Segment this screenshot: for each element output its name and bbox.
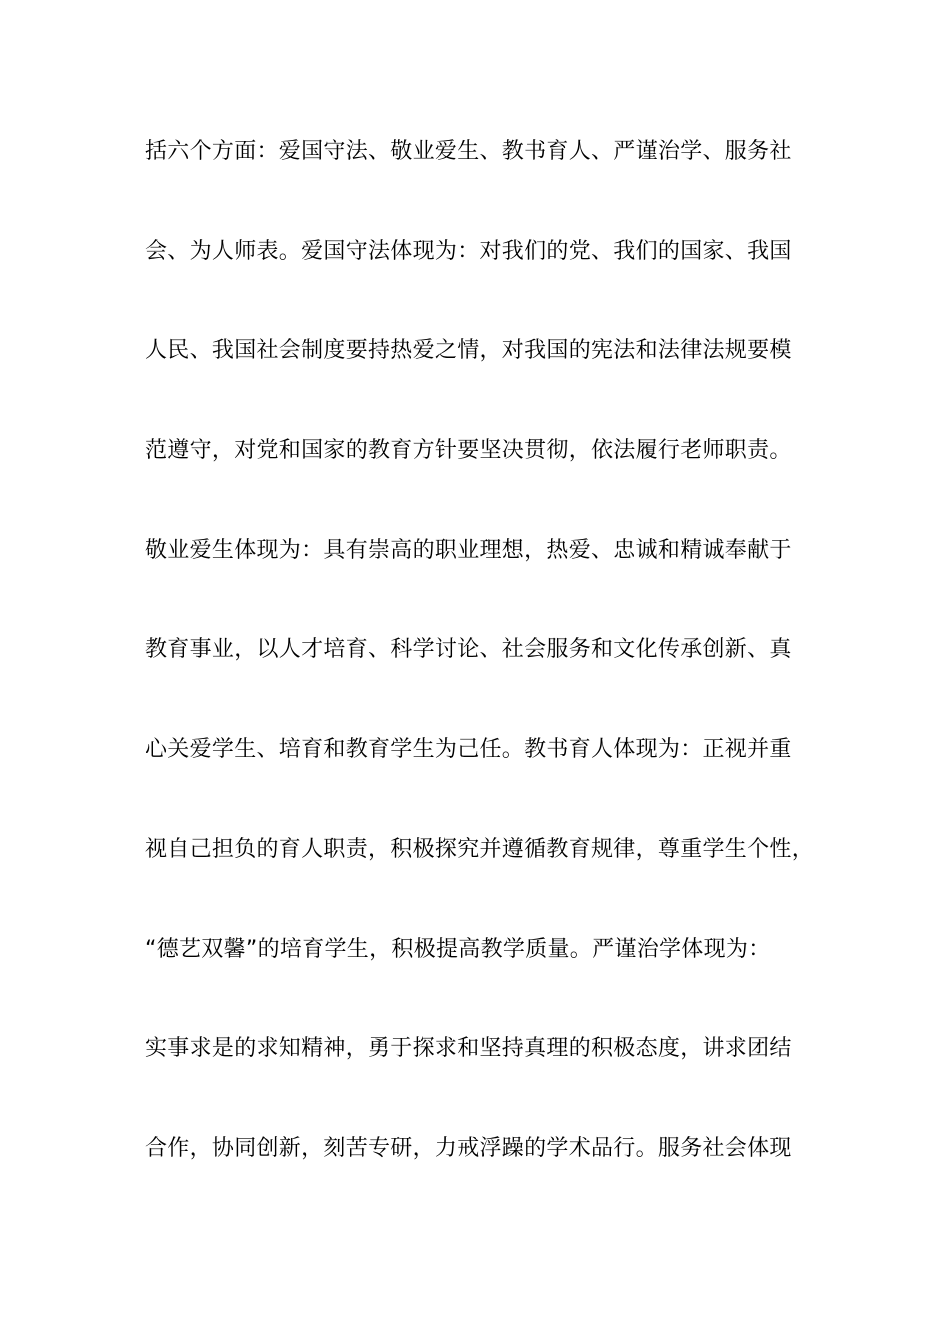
text-line: 合作，协同创新，刻苦专研，力戒浮躁的学术品行。服务社会体现 (145, 1135, 792, 1161)
text-line: 心关爱学生、培育和教育学生为己任。教书育人体现为：正视并重 (145, 737, 792, 763)
text-line: “德艺双馨”的培育学生，积极提高教学质量。严谨治学体现为： (145, 936, 771, 962)
text-line: 敬业爱生体现为：具有崇高的职业理想，热爱、忠诚和精诚奉献于 (145, 537, 792, 563)
body-text (145, 132, 825, 1229)
text-line: 会、为人师表。爱国守法体现为：对我们的党、我们的国家、我国 (145, 238, 792, 264)
text-line: 范遵守，对党和国家的教育方针要坚决贯彻，依法履行老师职责。 (145, 438, 792, 464)
text-line: 括六个方面：爱国守法、敬业爱生、教书育人、严谨治学、服务社 (145, 139, 792, 164)
text-line: 视自己担负的育人职责，积极探究并遵循教育规律，尊重学生个性， (145, 836, 815, 862)
text-line: 人民、我国社会制度要持热爱之情，对我国的宪法和法律法规要模 (145, 338, 792, 364)
text-line: 实事求是的求知精神，勇于探求和坚持真理的积极态度，讲求团结 (145, 1036, 792, 1062)
text-line: 教育事业，以人才培育、科学讨论、社会服务和文化传承创新、真 (145, 637, 792, 663)
